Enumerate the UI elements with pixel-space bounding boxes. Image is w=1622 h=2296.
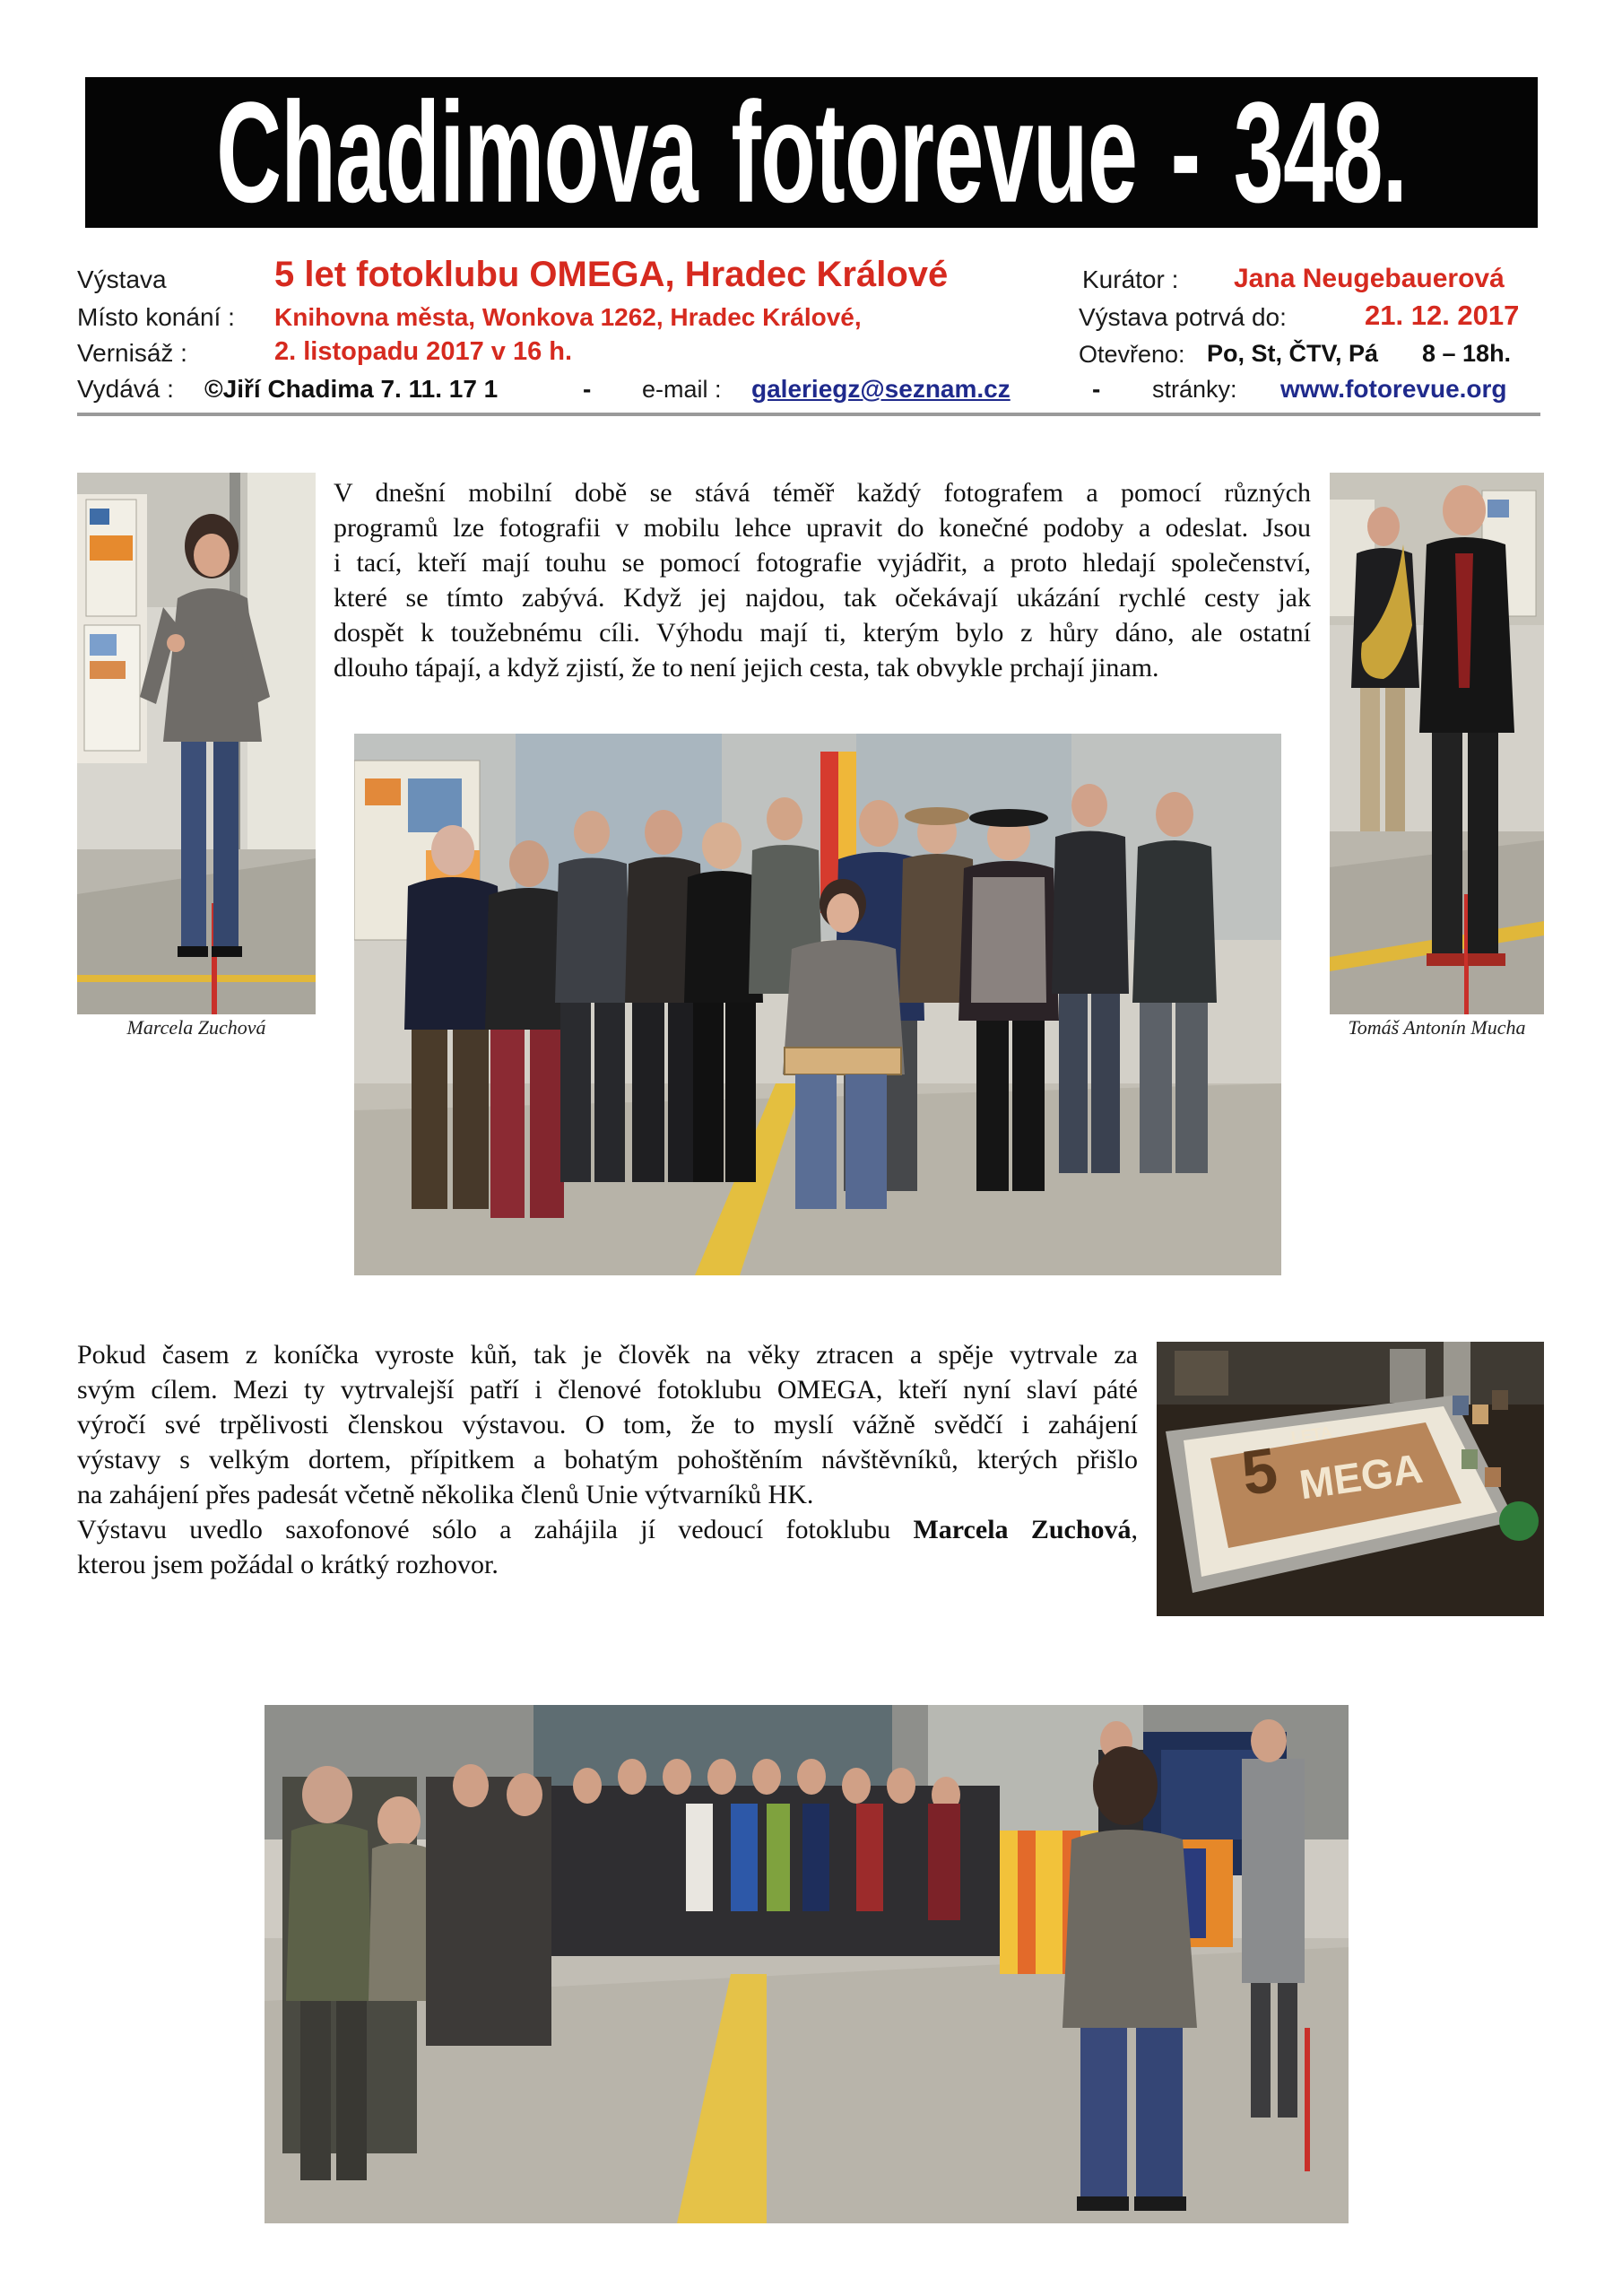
photo-marcela-zuchova — [77, 473, 316, 1014]
open-hours: 8 – 18h. — [1422, 340, 1512, 367]
email-link[interactable]: galeriegz@seznam.cz — [751, 375, 1010, 403]
web-link[interactable]: www.fotorevue.org — [1280, 375, 1507, 403]
intro-line: i tací, kteří mají touhu se pomocí fotografie vyjádřit, a proto hledají společenství, — [334, 548, 1311, 578]
open-days: Po, St, ČTV, Pá — [1207, 340, 1379, 367]
exhibition-label: Výstava — [77, 265, 167, 293]
separator-dash: - — [583, 375, 592, 403]
body-line: na zahájení přes padesát včetně několika členů Unie výtvarníků HK. — [77, 1480, 814, 1509]
curator-label: Kurátor : — [1082, 265, 1179, 293]
email-label: e-mail : — [642, 376, 722, 403]
body-paragraph — [77, 1337, 1138, 1582]
cake-years-text: LETA — [1289, 1422, 1333, 1447]
separator-dash: - — [1092, 375, 1101, 403]
body-line: výročí své trpělivosti členskou výstavou. O tom, že to myslí vážně svědčí i zahájení — [77, 1410, 1138, 1439]
leader-name: Marcela Zuchová — [913, 1515, 1132, 1544]
caption-left: Marcela Zuchová — [126, 1016, 266, 1039]
opening-label: Vernisáž : — [77, 339, 187, 367]
venue-label: Místo konání : — [77, 303, 235, 331]
body-line-text: Výstavu uvedlo saxofonové sólo a zahájila jí vedoucí fotoklubu — [77, 1515, 891, 1544]
intro-line: dlouho tápají, a když zjistí, že to není jejich cesta, tak obvykle prchají jinam. — [334, 653, 1159, 683]
photo-tomas-antonin-mucha — [1330, 473, 1544, 1014]
caption-right: Tomáš Antonín Mucha — [1348, 1016, 1526, 1039]
photo-vernissage-crowd — [265, 1705, 1349, 2223]
comma: , — [1131, 1515, 1139, 1544]
intro-paragraph — [334, 475, 1311, 685]
body-line: kterou jsem požádal o krátký rozhovor. — [77, 1550, 499, 1579]
intro-line: V dnešní mobilní době se stává téměř každý fotografem a pomocí různých — [334, 478, 1311, 508]
intro-line: programů lze fotografii v mobilu lehce upravit do konečné podoby a odeslat. Jsou — [334, 513, 1311, 543]
publisher-value: ©Jiří Chadima 7. 11. 17 1 — [204, 375, 499, 403]
masthead — [85, 71, 1538, 232]
page-title: Chadimova fotorevue - 348. — [216, 71, 1407, 232]
exhibition-value: 5 let fotoklubu OMEGA, Hradec Králové — [274, 255, 949, 294]
body-line — [77, 1512, 1138, 1547]
intro-line: které se tímto zabývá. Když jej najdou, tak očekávají ukázání rychlé cesty jak — [334, 583, 1311, 613]
web-label: stránky: — [1152, 376, 1237, 403]
body-line: výstavy s velkým dortem, přípitkem a bohatým pohoštěním návštěvníků, kterých přišlo — [77, 1445, 1138, 1474]
open-label: Otevřeno: — [1079, 341, 1185, 368]
header-divider — [77, 413, 1540, 416]
intro-line: dospět k toužebnému cíli. Výhodu mají ti, kterým bylo z hůry dáno, ale ostatní — [334, 618, 1311, 648]
curator-value: Jana Neugebauerová — [1234, 264, 1505, 293]
until-label: Výstava potrvá do: — [1079, 303, 1287, 331]
publisher-label: Vydává : — [77, 375, 174, 403]
photo-cake — [1157, 1342, 1544, 1616]
body-line: Pokud časem z koníčka vyroste kůň, tak je člověk na věky ztracen a spěje vytrvale za — [77, 1340, 1138, 1370]
cake-omega-text: MEGA — [1296, 1444, 1426, 1509]
opening-value: 2. listopadu 2017 v 16 h. — [274, 337, 573, 366]
body-line: svým cílem. Mezi ty vytrvalejší patří i členové fotoklubu OMEGA, kteří nyní slaví páté — [77, 1375, 1138, 1405]
venue-value: Knihovna města, Wonkova 1262, Hradec Králové, — [274, 303, 862, 331]
photo-group-members — [354, 734, 1281, 1275]
cake-five-text: 5 — [1236, 1434, 1282, 1509]
until-value: 21. 12. 2017 — [1365, 300, 1520, 331]
